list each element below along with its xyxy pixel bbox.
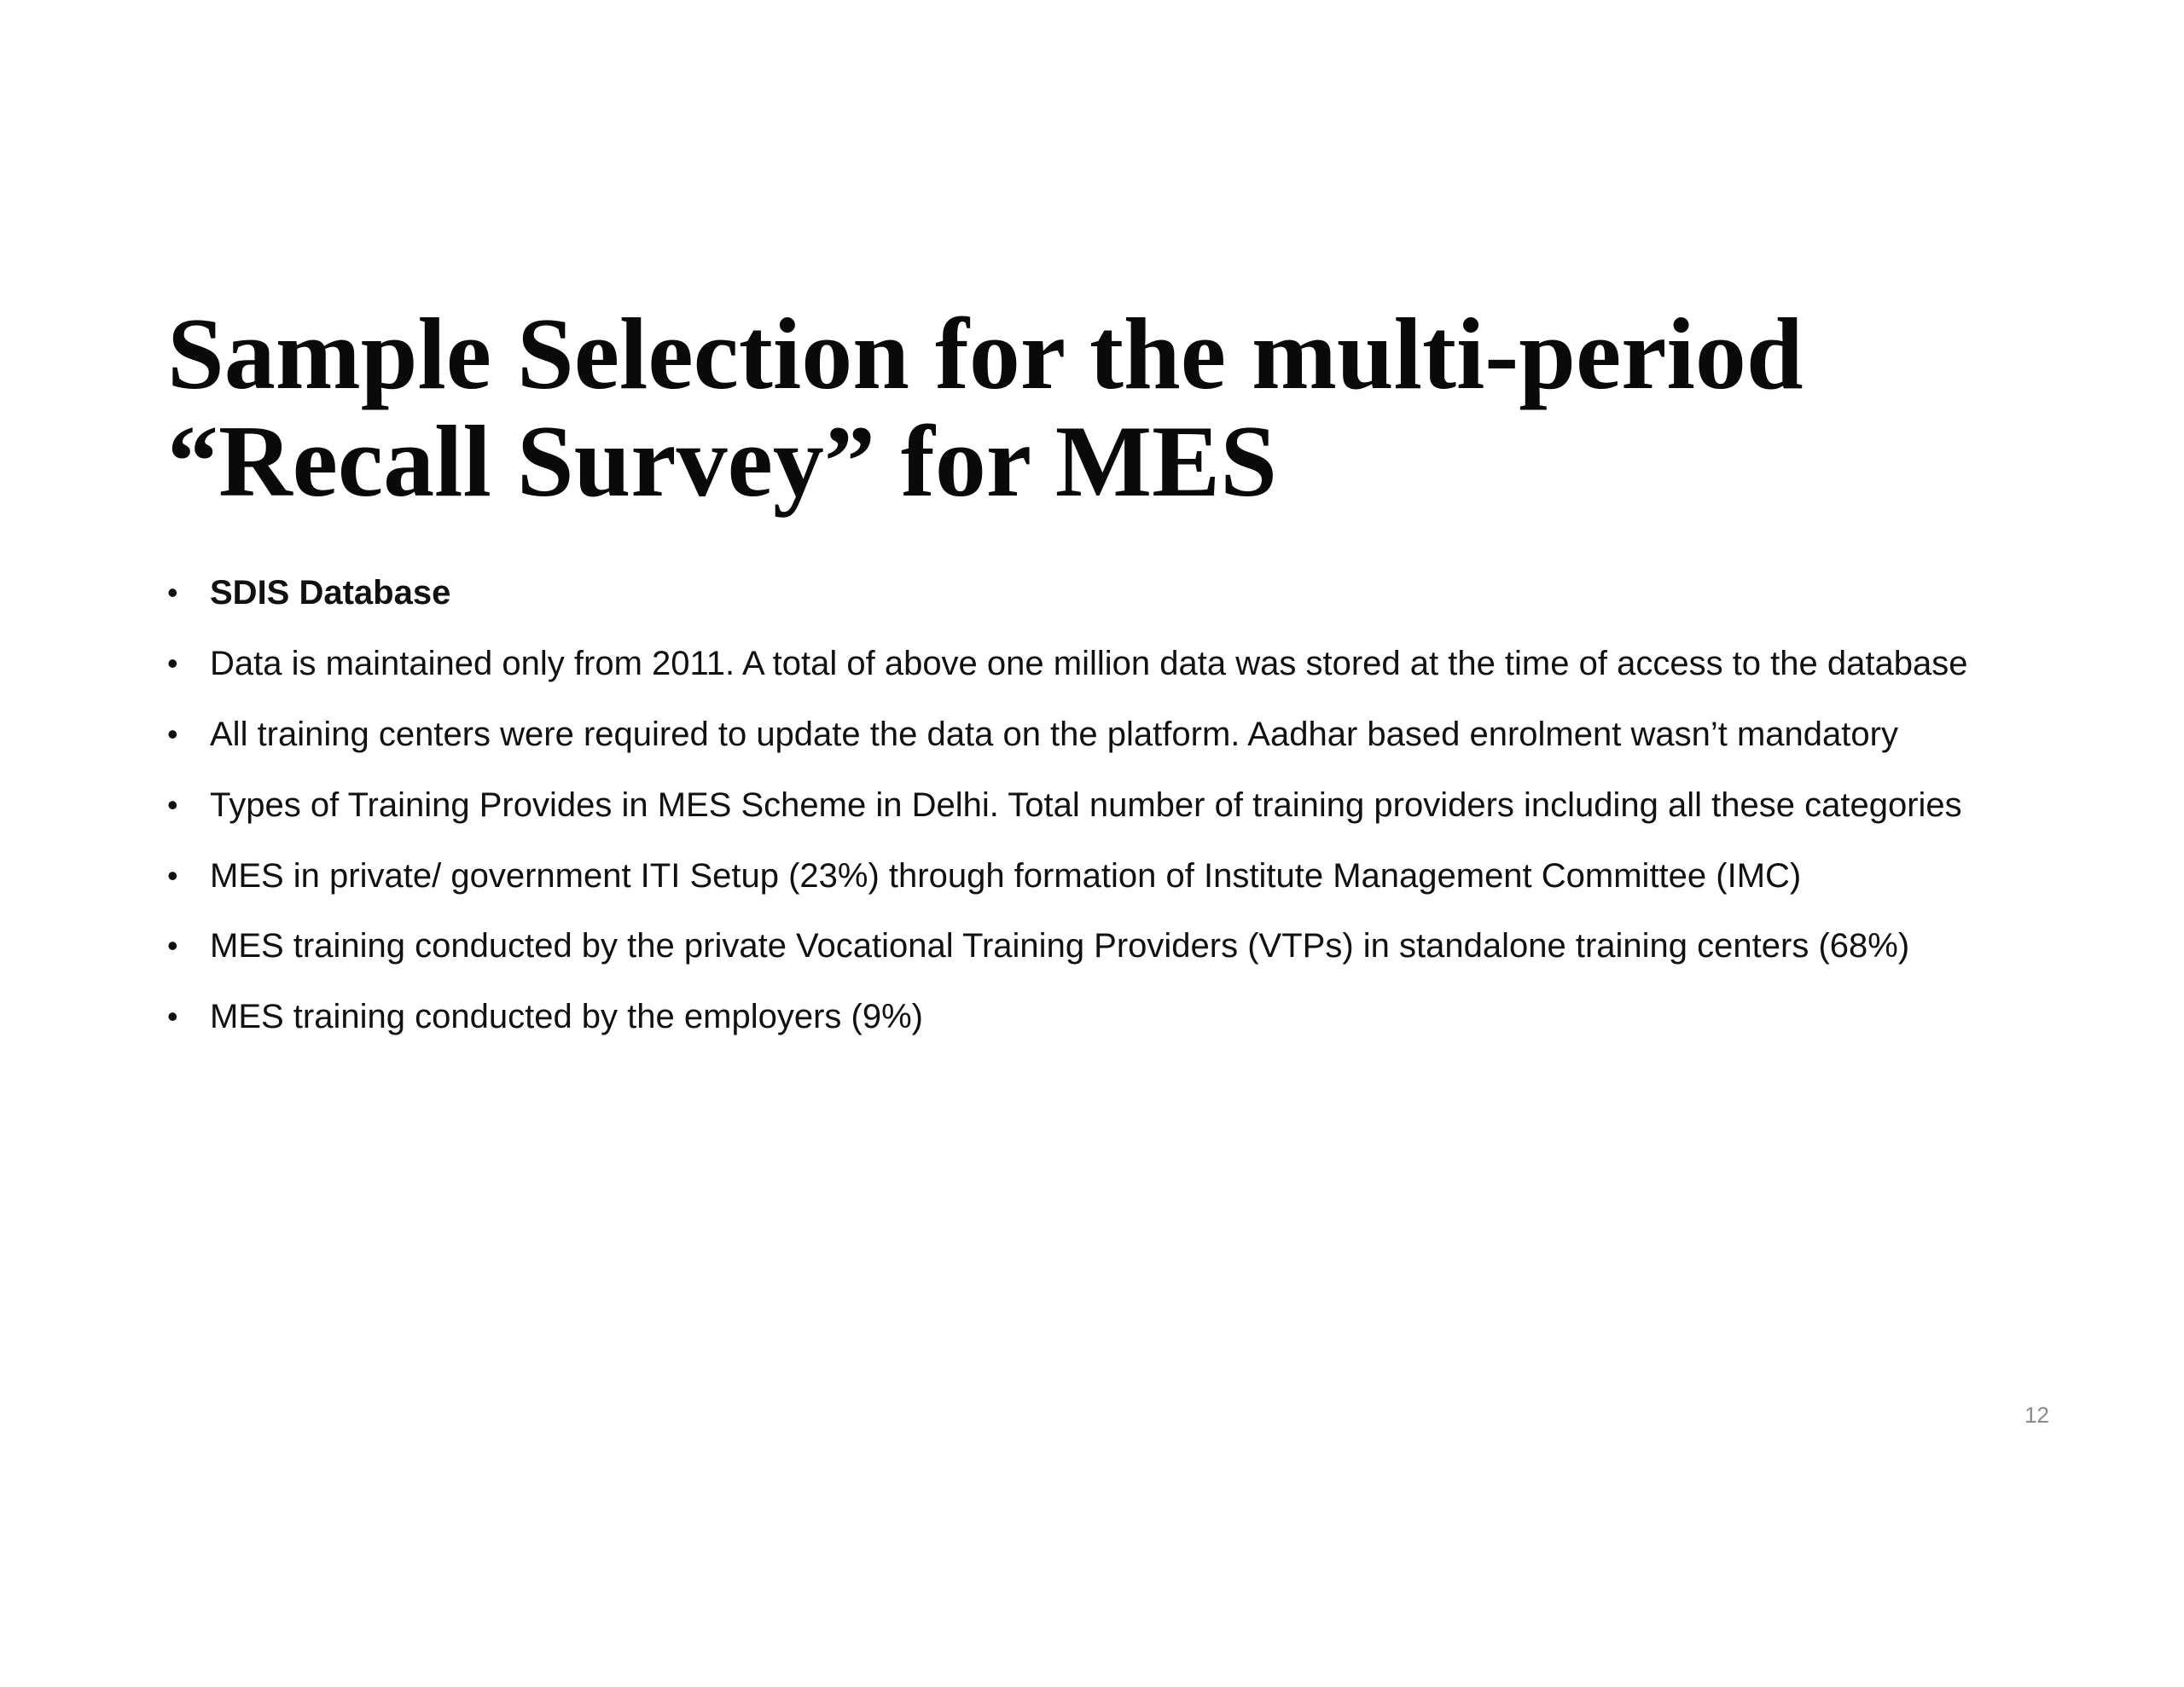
- bullet-item-private-vtps: [167, 921, 2027, 971]
- bullet-item-training-centers: [167, 710, 2027, 759]
- bullet-text: Types of Training Provides in MES Scheme in Delhi. Total number of training providers including all these categories: [210, 786, 1962, 824]
- bullet-icon: •: [167, 575, 178, 610]
- bullet-text: All training centers were required to update the data on the platform. Aadhar based enrolment wasn’t mandatory: [210, 716, 1898, 753]
- bullet-list: [167, 568, 2027, 1063]
- bullet-item-data-maintained: [167, 639, 2027, 688]
- slide-title-line-1: Sample Selection for the multi-period: [167, 297, 1804, 410]
- bullet-text: SDIS Database: [210, 574, 451, 612]
- bullet-icon: •: [167, 999, 178, 1034]
- bullet-icon: •: [167, 787, 178, 822]
- bullet-text: Data is maintained only from 2011. A total of above one million data was stored at the time of access to the database: [210, 645, 1968, 682]
- bullet-icon: •: [167, 716, 178, 751]
- bullet-item-sdis-database: [167, 568, 2027, 617]
- page-number: 12: [2024, 1402, 2049, 1428]
- bullet-text: MES in private/ government ITI Setup (23%) through formation of Institute Management Committee (IMC): [210, 857, 1802, 895]
- bullet-icon: •: [167, 858, 178, 893]
- bullet-icon: •: [167, 928, 178, 963]
- bullet-text: MES training conducted by the private Vocational Training Providers (VTPs) in standalone training centers (68%): [210, 927, 1910, 965]
- bullet-item-employers: [167, 992, 2027, 1041]
- bullet-text: MES training conducted by the employers (9%): [210, 998, 923, 1035]
- bullet-item-iti-setup: [167, 851, 2027, 901]
- slide-title: [167, 297, 2044, 518]
- slide-title-line-2: “Recall Survey” for MES: [167, 404, 1277, 518]
- bullet-icon: •: [167, 646, 178, 681]
- bullet-item-types-of-providers: [167, 780, 2027, 830]
